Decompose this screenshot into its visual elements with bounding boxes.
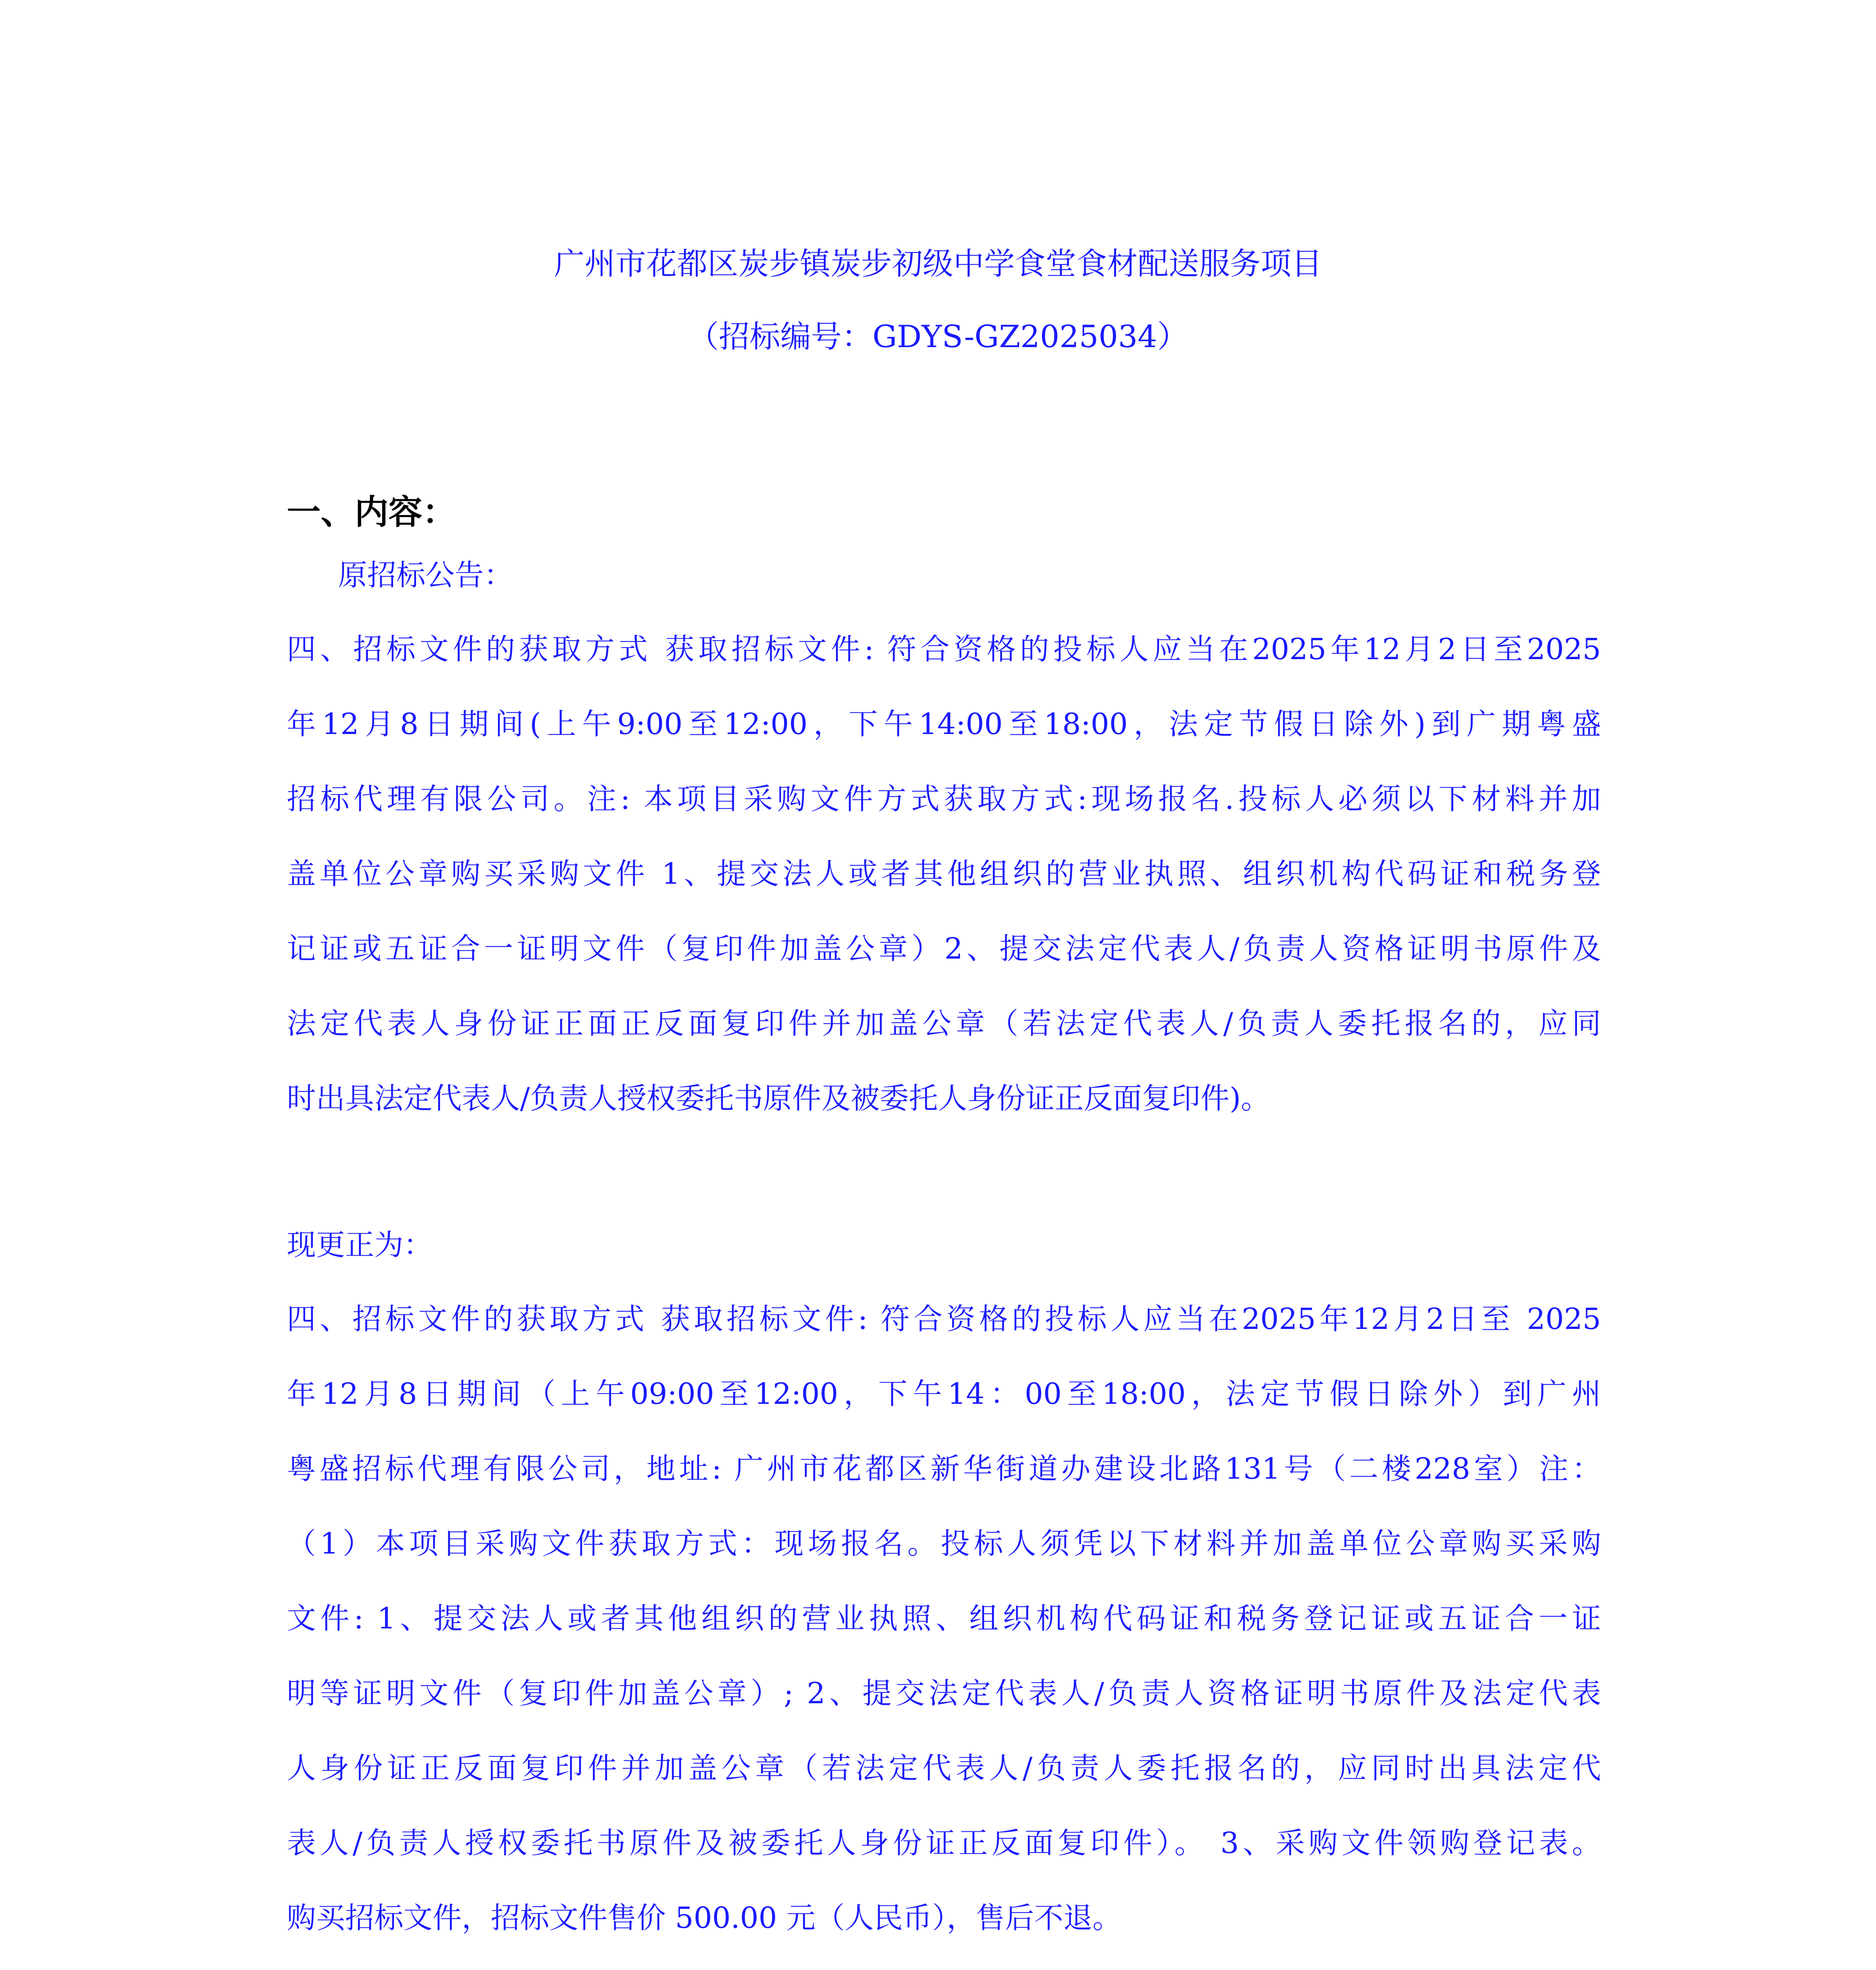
original-line-3: 招标代理有限公司。注: 本项目采购文件方式获取方式:现场报名.投标人必须以下材料并加 [287, 782, 1601, 816]
section-heading-content: 一、内容： [287, 492, 456, 532]
corrected-line-2: 年12月8日期间（上午09:00至12:00，下午14：00至18:00，法定节假日除外）到广州 [287, 1377, 1601, 1411]
corrected-line-5: 文件: 1、提交法人或者其他组织的营业执照、组织机构代码证和税务登记证或五证合一证 [287, 1602, 1601, 1635]
corrected-notice-label: 现更正为： [287, 1228, 433, 1262]
original-line-5: 记证或五证合一证明文件（复印件加盖公章）2、提交法定代表人/负责人资格证明书原件及 [287, 932, 1601, 966]
corrected-line-6: 明等证明文件（复印件加盖公章）; 2、提交法定代表人/负责人资格证明书原件及法定代表 [287, 1676, 1601, 1710]
corrected-line-9: 购买招标文件，招标文件售价 500.00 元（人民币），售后不退。 [287, 1901, 1122, 1935]
original-line-4: 盖单位公章购买采购文件 1、提交法人或者其他组织的营业执照、组织机构代码证和税务登 [287, 857, 1601, 891]
corrected-line-1: 四、招标文件的获取方式 获取招标文件: 符合资格的投标人应当在2025年12月2日至 2025 [287, 1302, 1601, 1336]
corrected-line-7: 人身份证正反面复印件并加盖公章（若法定代表人/负责人委托报名的，应同时出具法定代 [287, 1751, 1601, 1785]
original-line-6: 法定代表人身份证正面正反面复印件并加盖公章（若法定代表人/负责人委托报名的，应同 [287, 1007, 1601, 1041]
tender-number: （招标编号：GDYS-GZ2025034） [688, 319, 1188, 355]
original-notice-label: 原招标公告： [338, 558, 513, 592]
corrected-line-3: 粤盛招标代理有限公司，地址: 广州市花都区新华街道办建设北路131号（二楼228室）注： [287, 1452, 1601, 1486]
original-line-2: 年12月8日期间(上午9:00至12:00，下午14:00至18:00，法定节假日除外)到广期粤盛 [287, 707, 1601, 741]
corrected-line-8: 表人/负责人授权委托书原件及被委托人身份证正反面复印件）。 3、采购文件领购登记表。 [287, 1826, 1601, 1860]
original-line-1: 四、招标文件的获取方式 获取招标文件: 符合资格的投标人应当在2025年12月2日至2025 [287, 632, 1601, 666]
original-line-7: 时出具法定代表人/负责人授权委托书原件及被委托人身份证正反面复印件)。 [287, 1082, 1270, 1115]
document-title: 广州市花都区炭步镇炭步初级中学食堂食材配送服务项目 [554, 246, 1322, 282]
corrected-line-4: （1）本项目采购文件获取方式：现场报名。投标人须凭以下材料并加盖单位公章购买采购 [287, 1527, 1601, 1561]
